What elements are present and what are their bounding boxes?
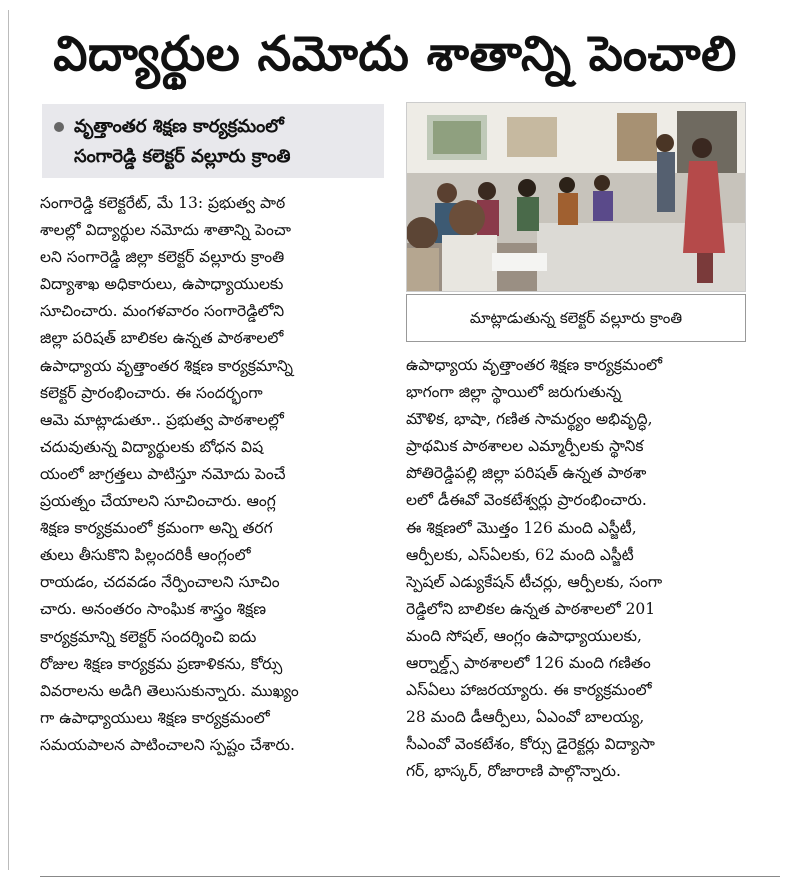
body-line: శాలల్లో విద్యార్థుల నమోదు శాతాన్ని పెంచా bbox=[40, 221, 291, 240]
article-left-column bbox=[40, 190, 385, 862]
bullet-icon bbox=[54, 122, 64, 132]
body-line: ఆర్నాల్డ్స్ పాఠశాలలో 126 మంది గణితం bbox=[406, 654, 651, 673]
body-line: గర్, భాస్కర్, రోజారాణి పాల్గొన్నారు. bbox=[406, 762, 621, 781]
body-line: సూచించారు. మంగళవారం సంగారెడ్డిలోని bbox=[40, 302, 285, 321]
body-line: పోతిరెడ్డిపల్లి జిల్లా పరిషత్ ఉన్నత పాఠశా bbox=[406, 464, 647, 483]
body-line: చారు. అనంతరం సాంఘిక శాస్త్రం శిక్షణ bbox=[40, 600, 267, 619]
body-line: ప్రాథమిక పాఠశాలల ఎమ్మార్పీలకు స్థానిక bbox=[406, 437, 644, 456]
subheadline-line: సంగారెడ్డి కలెక్టర్ వల్లూరు క్రాంతి bbox=[74, 146, 291, 167]
body-line: 28 మంది డీఆర్పీలు, ఏఎంవో బాలయ్య, bbox=[406, 708, 645, 727]
headline: విద్యార్థుల నమోదు శాతాన్ని పెంచాలి bbox=[53, 26, 737, 82]
photo-caption: మాట్లాడుతున్న కలెక్టర్ వల్లూరు క్రాంతి bbox=[406, 294, 746, 342]
body-line: లలో డీఈవో వెంకటేశ్వర్లు ప్రారంభించారు. bbox=[406, 491, 647, 510]
body-line: తులు తీసుకొని పిల్లందరికీ ఆంగ్లంలో bbox=[40, 546, 251, 565]
body-line: మౌళిక, భాషా, గణిత సామర్థ్యం అభివృద్ధి, bbox=[406, 410, 653, 429]
body-line: శిక్షణ కార్యక్రమంలో క్రమంగా అన్ని తరగ bbox=[40, 519, 273, 538]
body-line: లని సంగారెడ్డి జిల్లా కలెక్టర్ వల్లూరు క్రాంతి bbox=[40, 248, 285, 267]
body-line: భాగంగా జిల్లా స్థాయిలో జరుగుతున్న bbox=[406, 383, 622, 402]
body-line: కలెక్టర్ ప్రారంభించారు. ఈ సందర్భంగా bbox=[40, 383, 263, 402]
body-line: మంది సోషల్, ఆంగ్లం ఉపాధ్యాయులకు, bbox=[406, 626, 642, 645]
news-photo bbox=[406, 102, 746, 292]
body-line: ఆర్పీలకు, ఎస్ఏలకు, 62 మంది ఎస్జీటీ bbox=[406, 545, 634, 564]
body-line: విద్యాశాఖ అధికారులు, ఉపాధ్యాయులకు bbox=[40, 275, 284, 294]
body-line: స్పెషల్ ఎడ్యుకేషన్ టీచర్లు, ఆర్పీలకు, సంగా bbox=[406, 572, 663, 591]
body-line: రాయడం, చదవడం నేర్పించాలని సూచిం bbox=[40, 573, 280, 592]
subheadline-line: వృత్తాంతర శిక్షణ కార్యక్రమంలో bbox=[54, 112, 376, 142]
body-line: వివరాలను అడిగి తెలుసుకున్నారు. ముఖ్యం bbox=[40, 681, 299, 700]
body-line: కార్యక్రమాన్ని కలెక్టర్ సందర్శించి ఐదు bbox=[40, 627, 257, 646]
article-right-column bbox=[406, 352, 750, 862]
body-line: రెడ్డిలోని బాలికల ఉన్నత పాఠశాలలో 201 bbox=[406, 599, 656, 618]
body-line: యంలో జాగ్రత్తలు పాటిస్తూ నమోదు పెంచే bbox=[40, 464, 286, 483]
bottom-rule bbox=[40, 876, 780, 877]
body-line: సమయపాలన పాటించాలని స్పష్టం చేశారు. bbox=[40, 735, 295, 754]
body-line: గా ఉపాధ్యాయులు శిక్షణ కార్యక్రమంలో bbox=[40, 708, 270, 727]
body-line: ఎస్ఏలు హాజరయ్యారు. ఈ కార్యక్రమంలో bbox=[406, 681, 652, 700]
body-line: ఆమె మాట్లాడుతూ.. ప్రభుత్వ పాఠశాలల్లో bbox=[40, 410, 284, 429]
classroom-photo-illustration bbox=[407, 103, 746, 292]
body-line: రోజుల శిక్షణ కార్యక్రమ ప్రణాళికను, కోర్సు bbox=[40, 654, 283, 673]
body-line: చదువుతున్న విద్యార్థులకు బోధన విష bbox=[40, 437, 264, 456]
body-line: ప్రయత్నం చేయాలని సూచించారు. ఆంగ్ల bbox=[40, 492, 276, 511]
body-line: ఈ శిక్షణలో మొత్తం 126 మంది ఎస్జీటీ, bbox=[406, 518, 637, 537]
body-line: జిల్లా పరిషత్ బాలికల ఉన్నత పాఠశాలలో bbox=[40, 329, 284, 348]
column-rule bbox=[8, 10, 9, 870]
body-line: ఉపాధ్యాయ వృత్తాంతర శిక్షణ కార్యక్రమాన్ని bbox=[40, 356, 293, 375]
body-line: సీఎంవో వెంకటేశం, కోర్సు డైరెక్టర్లు విద్యాసా bbox=[406, 735, 655, 754]
subheadline-box bbox=[42, 104, 384, 178]
body-line: ఉపాధ్యాయ వృత్తాంతర శిక్షణ కార్యక్రమంలో bbox=[406, 356, 663, 374]
body-line: సంగారెడ్డి కలెక్టరేట్, మే 13: ప్రభుత్వ పాఠ bbox=[40, 194, 286, 212]
